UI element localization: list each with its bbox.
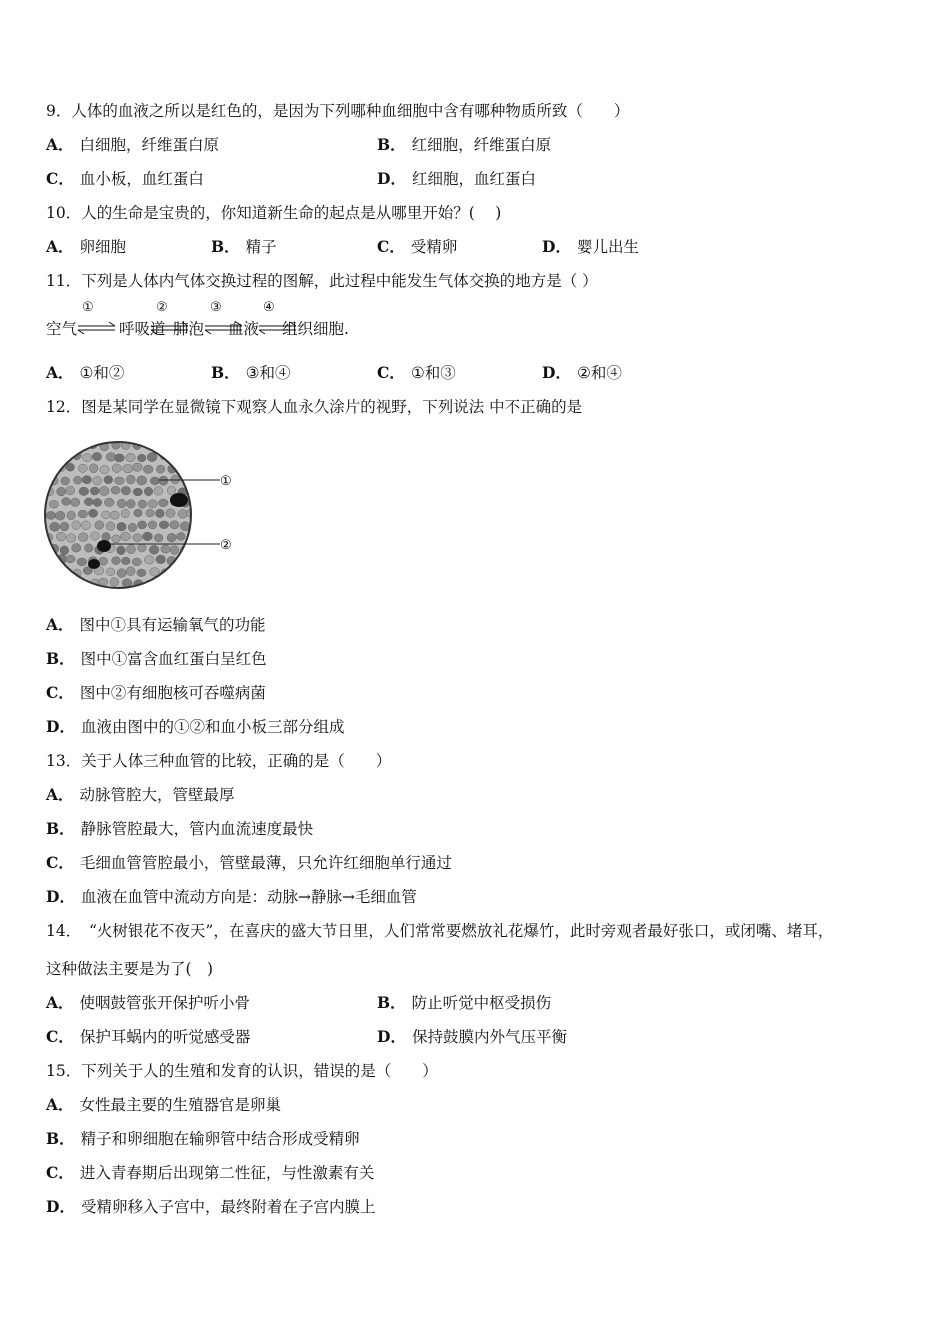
q10-option-d-text: 婴儿出生 bbox=[576, 238, 639, 256]
red-blood-cell bbox=[178, 580, 187, 588]
red-blood-cell bbox=[156, 465, 164, 473]
q15-option-b-text: 精子和卵细胞在输卵管中结合形成受精卵 bbox=[80, 1130, 360, 1148]
red-blood-cell bbox=[156, 442, 165, 450]
q13-option-a-label: A． bbox=[46, 785, 74, 804]
red-blood-cell bbox=[193, 477, 202, 485]
q13-option-c-label: C． bbox=[46, 853, 74, 872]
red-blood-cell bbox=[165, 579, 173, 588]
red-blood-cell bbox=[150, 477, 159, 485]
red-blood-cell bbox=[126, 475, 135, 484]
red-blood-cell bbox=[45, 442, 54, 450]
red-blood-cell bbox=[60, 546, 69, 555]
red-blood-cell bbox=[165, 440, 174, 448]
chain-num-2: ② bbox=[156, 300, 168, 315]
red-blood-cell bbox=[106, 453, 116, 462]
red-blood-cell bbox=[193, 545, 202, 553]
red-blood-cell bbox=[115, 454, 125, 462]
red-blood-cell bbox=[148, 521, 157, 529]
q12-option-a-text: 图中①具有运输氧气的功能 bbox=[79, 616, 266, 634]
q10-option-b bbox=[211, 236, 277, 258]
q11-option-a bbox=[46, 362, 124, 384]
red-blood-cell bbox=[66, 534, 75, 543]
red-blood-cell bbox=[143, 465, 153, 473]
red-blood-cell bbox=[55, 511, 65, 520]
red-blood-cell bbox=[115, 477, 125, 485]
red-blood-cell bbox=[117, 522, 126, 531]
red-blood-cell bbox=[154, 487, 163, 496]
red-blood-cell bbox=[56, 580, 64, 589]
q15-option-c bbox=[46, 1162, 374, 1184]
white-blood-cell bbox=[170, 493, 188, 507]
q9-option-a-label: A． bbox=[46, 135, 74, 154]
red-blood-cell bbox=[45, 556, 54, 565]
exchange-arrow-icon bbox=[77, 317, 117, 339]
q10-stem: 10．人的生命是宝贵的，你知道新生命的起点是从哪里开始？( ) bbox=[46, 204, 502, 222]
red-blood-cell bbox=[45, 465, 54, 474]
q10-option-c bbox=[377, 236, 457, 258]
red-blood-cell bbox=[193, 522, 202, 531]
red-blood-cell bbox=[90, 487, 99, 495]
red-blood-cell bbox=[134, 509, 142, 517]
white-blood-cell bbox=[88, 559, 100, 569]
q11-option-c-label: C． bbox=[377, 363, 405, 382]
q15-option-b-label: B． bbox=[46, 1129, 75, 1148]
red-blood-cell bbox=[46, 511, 56, 519]
q9-option-c-label: C． bbox=[46, 169, 74, 188]
red-blood-cell bbox=[100, 466, 109, 474]
q14-option-c bbox=[46, 1026, 250, 1048]
chain-airway: 呼吸道 bbox=[119, 320, 166, 338]
q10-option-c-label: C． bbox=[377, 237, 405, 256]
q11-option-d bbox=[542, 362, 622, 384]
red-blood-cell bbox=[170, 546, 179, 555]
q12-option-b-text: 图中①富含血红蛋白呈红色 bbox=[80, 650, 267, 668]
red-blood-cell bbox=[56, 532, 66, 541]
red-blood-cell bbox=[106, 522, 115, 531]
q14-option-a-text: 使咽鼓管张开保护听小骨 bbox=[79, 994, 251, 1012]
red-blood-cell bbox=[60, 522, 69, 531]
red-blood-cell bbox=[78, 464, 87, 472]
q12-option-b-label: B． bbox=[46, 649, 75, 668]
q11-stem: 11．下列是人体内气体交换过程的图解，此过程中能发生气体交换的地方是（ ） bbox=[46, 272, 598, 290]
red-blood-cell bbox=[61, 477, 70, 485]
white-blood-cell bbox=[97, 540, 111, 552]
red-blood-cell bbox=[66, 442, 75, 450]
q10-option-a-text: 卵细胞 bbox=[79, 238, 127, 256]
q14-option-d bbox=[377, 1026, 567, 1048]
red-blood-cell bbox=[77, 558, 87, 566]
red-blood-cell bbox=[89, 464, 98, 473]
q14-option-b-text: 防止听觉中枢受损伤 bbox=[411, 994, 552, 1012]
red-blood-cell bbox=[161, 545, 171, 553]
q13-option-b-label: B． bbox=[46, 819, 75, 838]
red-blood-cell bbox=[51, 566, 60, 574]
red-blood-cell bbox=[102, 511, 111, 519]
red-blood-cell bbox=[110, 578, 119, 587]
red-blood-cell bbox=[143, 532, 153, 541]
q13-option-d-text: 血液在血管中流动方向是：动脉→静脉→毛细血管 bbox=[80, 888, 417, 906]
chain-num-3: ③ bbox=[210, 300, 222, 315]
red-blood-cell bbox=[93, 498, 102, 506]
q15-option-d-label: D． bbox=[46, 1197, 75, 1216]
red-blood-cell bbox=[159, 521, 168, 529]
red-blood-cell bbox=[181, 452, 190, 460]
q13-option-d-label: D． bbox=[46, 887, 75, 906]
q13-option-c-text: 毛细血管管腔最小，管壁最薄，只允许红细胞单行通过 bbox=[79, 854, 452, 872]
red-blood-cell bbox=[104, 476, 113, 484]
red-blood-cell bbox=[138, 521, 147, 529]
q9-option-d-text: 红细胞，血红蛋白 bbox=[411, 170, 536, 188]
q10-option-b-label: B． bbox=[211, 237, 240, 256]
q9-option-b-label: B． bbox=[377, 135, 406, 154]
red-blood-cell bbox=[137, 476, 147, 485]
red-blood-cell bbox=[171, 452, 180, 461]
red-blood-cell bbox=[189, 441, 198, 449]
q15-option-c-label: C． bbox=[46, 1163, 74, 1182]
red-blood-cell bbox=[138, 544, 147, 552]
red-blood-cell bbox=[66, 555, 76, 563]
red-blood-cell bbox=[73, 476, 82, 484]
q13-option-b-text: 静脉管腔最大，管内血流速度最快 bbox=[80, 820, 314, 838]
q9-option-d bbox=[377, 168, 536, 190]
red-blood-cell bbox=[148, 500, 158, 508]
q12-option-d bbox=[46, 716, 344, 738]
red-blood-cell bbox=[56, 440, 66, 449]
red-blood-cell bbox=[126, 453, 136, 462]
marker1-label: ① bbox=[220, 474, 232, 489]
red-blood-cell bbox=[171, 569, 179, 577]
chain-num-4: ④ bbox=[263, 300, 275, 315]
q10-option-a bbox=[46, 236, 126, 258]
red-blood-cell bbox=[66, 463, 75, 471]
red-blood-cell bbox=[44, 579, 53, 587]
red-blood-cell bbox=[78, 510, 87, 518]
red-blood-cell bbox=[78, 533, 88, 542]
red-blood-cell bbox=[123, 464, 133, 473]
red-blood-cell bbox=[189, 578, 198, 587]
red-blood-cell bbox=[133, 534, 142, 542]
red-blood-cell bbox=[85, 544, 94, 552]
red-blood-cell bbox=[71, 498, 80, 506]
q13-option-c bbox=[46, 852, 452, 874]
q15-option-c-text: 进入青春期后出现第二性征，与性激素有关 bbox=[79, 1164, 375, 1182]
q10-option-b-text: 精子 bbox=[245, 238, 277, 256]
q11-option-d-text: ②和④ bbox=[576, 364, 622, 382]
red-blood-cell bbox=[72, 544, 81, 553]
q11-option-c-text: ①和③ bbox=[410, 364, 456, 382]
red-blood-cell bbox=[62, 454, 72, 463]
red-blood-cell bbox=[183, 566, 191, 575]
red-blood-cell bbox=[137, 454, 146, 462]
q14-option-d-label: D． bbox=[377, 1027, 406, 1046]
q13-stem: 13．关于人体三种血管的比较，正确的是（ ） bbox=[46, 752, 392, 770]
q11-option-b-text: ③和④ bbox=[245, 364, 291, 382]
q14-option-c-text: 保护耳蜗内的听觉感受器 bbox=[79, 1028, 251, 1046]
q11-option-c bbox=[377, 362, 456, 384]
q9-option-b bbox=[377, 134, 551, 156]
q11-option-b bbox=[211, 362, 291, 384]
red-blood-cell bbox=[121, 509, 129, 518]
q13-option-a bbox=[46, 784, 235, 806]
red-blood-cell bbox=[112, 464, 121, 473]
q12-option-c-text: 图中②有细胞核可吞噬病菌 bbox=[79, 684, 266, 702]
red-blood-cell bbox=[84, 498, 93, 506]
q9-stem: 9．人体的血液之所以是红色的，是因为下列哪种血细胞中含有哪种物质所致（ ） bbox=[46, 102, 630, 120]
q12-stem: 12．图是某同学在显微镜下观察人血永久涂片的视野，下列说法 中不正确的是 bbox=[46, 398, 583, 416]
q14-stem-line1: 14． “火树银花不夜天”，在喜庆的盛大节日里，人们常常要燃放礼花爆竹，此时旁观者最好张口，或闭嘴、堵耳， bbox=[46, 922, 834, 940]
q13-option-a-text: 动脉管腔大，管壁最厚 bbox=[79, 786, 235, 804]
red-blood-cell bbox=[99, 487, 109, 496]
q14-stem-line2: 这种做法主要是为了( ) bbox=[46, 960, 214, 978]
red-blood-cell bbox=[167, 533, 176, 542]
red-blood-cell bbox=[122, 557, 131, 565]
red-blood-cell bbox=[170, 521, 179, 529]
red-blood-cell bbox=[155, 579, 165, 587]
q15-stem: 15．下列关于人的生殖和发育的认识，错误的是（ ） bbox=[46, 1062, 438, 1080]
red-blood-cell bbox=[155, 509, 164, 517]
q9-option-b-text: 红细胞，纤维蛋白原 bbox=[411, 136, 552, 154]
red-blood-cell bbox=[159, 499, 169, 507]
chain-air: 空气 bbox=[46, 320, 78, 338]
red-blood-cell bbox=[147, 453, 157, 462]
red-blood-cell bbox=[82, 454, 92, 462]
red-blood-cell bbox=[166, 509, 175, 518]
q9-option-a-text: 白细胞，纤维蛋白原 bbox=[79, 136, 220, 154]
red-blood-cell bbox=[126, 567, 135, 576]
red-blood-cell bbox=[57, 487, 66, 496]
q9-option-d-label: D． bbox=[377, 169, 406, 188]
q10-option-d-label: D． bbox=[542, 237, 571, 256]
red-blood-cell bbox=[193, 567, 203, 575]
q14-option-a bbox=[46, 992, 250, 1014]
red-blood-cell bbox=[177, 533, 186, 541]
red-blood-cell bbox=[144, 487, 152, 496]
red-blood-cell bbox=[146, 509, 154, 517]
red-blood-cell bbox=[82, 476, 91, 484]
red-blood-cell bbox=[149, 545, 159, 554]
q14-option-b-label: B． bbox=[377, 993, 406, 1012]
q12-option-c bbox=[46, 682, 266, 704]
red-blood-cell bbox=[117, 546, 126, 555]
red-blood-cell bbox=[159, 476, 168, 485]
red-blood-cell bbox=[178, 510, 188, 519]
red-blood-cell bbox=[121, 486, 130, 495]
q10-option-c-text: 受精卵 bbox=[410, 238, 458, 256]
blood-smear-micrograph bbox=[44, 440, 244, 594]
red-blood-cell bbox=[178, 441, 187, 449]
q12-option-d-label: D． bbox=[46, 717, 75, 736]
q12-option-a bbox=[46, 614, 266, 636]
red-blood-cell bbox=[112, 557, 121, 565]
red-blood-cell bbox=[79, 487, 89, 495]
red-blood-cell bbox=[194, 498, 204, 507]
red-blood-cell bbox=[132, 463, 142, 471]
red-blood-cell bbox=[117, 499, 126, 508]
red-blood-cell bbox=[49, 500, 58, 508]
q12-option-b bbox=[46, 648, 267, 670]
q14-option-a-label: A． bbox=[46, 993, 74, 1012]
red-blood-cell bbox=[133, 488, 142, 496]
red-blood-cell bbox=[93, 477, 102, 485]
red-blood-cell bbox=[91, 532, 100, 541]
q13-option-b bbox=[46, 818, 313, 840]
red-blood-cell bbox=[67, 579, 77, 587]
q15-option-d bbox=[46, 1196, 375, 1218]
red-blood-cell bbox=[62, 498, 71, 506]
q12-option-d-text: 血液由图中的①②和血小板三部分组成 bbox=[80, 718, 345, 736]
q15-option-a-text: 女性最主要的生殖器官是卵巢 bbox=[79, 1096, 282, 1114]
red-blood-cell bbox=[127, 545, 136, 554]
red-blood-cell bbox=[104, 498, 114, 506]
red-blood-cell bbox=[92, 452, 101, 460]
q11-option-a-text: ①和② bbox=[79, 364, 125, 382]
q9-option-c bbox=[46, 168, 204, 190]
red-blood-cell bbox=[188, 555, 197, 563]
red-blood-cell bbox=[111, 486, 120, 494]
red-blood-cell bbox=[82, 521, 91, 530]
q15-option-d-text: 受精卵移入子宫中，最终附着在子宫内膜上 bbox=[80, 1198, 376, 1216]
q10-option-d bbox=[542, 236, 639, 258]
q9-option-a bbox=[46, 134, 219, 156]
chain-blood: 血液 bbox=[228, 320, 260, 338]
q9-option-c-text: 血小板，血红蛋白 bbox=[79, 170, 204, 188]
red-blood-cell bbox=[117, 569, 126, 578]
q11-option-d-label: D． bbox=[542, 363, 571, 382]
red-blood-cell bbox=[192, 453, 201, 461]
red-blood-cell bbox=[112, 535, 121, 543]
red-blood-cell bbox=[102, 532, 110, 541]
red-blood-cell bbox=[132, 558, 141, 566]
red-blood-cell bbox=[50, 522, 60, 531]
marker2-label: ② bbox=[220, 538, 232, 553]
red-blood-cell bbox=[144, 556, 154, 564]
red-blood-cell bbox=[137, 569, 146, 577]
red-blood-cell bbox=[89, 509, 98, 517]
q15-option-a bbox=[46, 1094, 281, 1116]
q10-option-a-label: A． bbox=[46, 237, 74, 256]
q14-option-c-label: C． bbox=[46, 1027, 74, 1046]
q11-option-a-label: A． bbox=[46, 363, 74, 382]
red-blood-cell bbox=[72, 521, 81, 530]
red-blood-cell bbox=[128, 523, 137, 531]
q12-option-a-label: A． bbox=[46, 615, 74, 634]
q14-option-d-text: 保持鼓膜内外气压平衡 bbox=[411, 1028, 567, 1046]
red-blood-cell bbox=[67, 511, 76, 520]
q12-option-c-label: C． bbox=[46, 683, 74, 702]
q15-option-b bbox=[46, 1128, 360, 1150]
red-blood-cell bbox=[110, 511, 119, 519]
chain-tissue-cells: 组织细胞. bbox=[282, 320, 349, 338]
red-blood-cell bbox=[106, 568, 115, 576]
red-blood-cell bbox=[95, 521, 104, 530]
red-blood-cell bbox=[138, 500, 147, 508]
red-blood-cell bbox=[51, 452, 60, 461]
red-blood-cell bbox=[156, 555, 166, 564]
red-blood-cell bbox=[188, 463, 197, 471]
chain-num-1: ① bbox=[82, 300, 94, 315]
chain-alveoli: 肺泡 bbox=[173, 320, 205, 338]
red-blood-cell bbox=[121, 532, 131, 541]
q13-option-d bbox=[46, 886, 417, 908]
red-blood-cell bbox=[167, 486, 175, 495]
red-blood-cell bbox=[66, 486, 75, 495]
q11-option-b-label: B． bbox=[211, 363, 240, 382]
q14-option-b bbox=[377, 992, 551, 1014]
q15-option-a-label: A． bbox=[46, 1095, 74, 1114]
red-blood-cell bbox=[154, 534, 163, 542]
red-blood-cell bbox=[126, 500, 135, 509]
